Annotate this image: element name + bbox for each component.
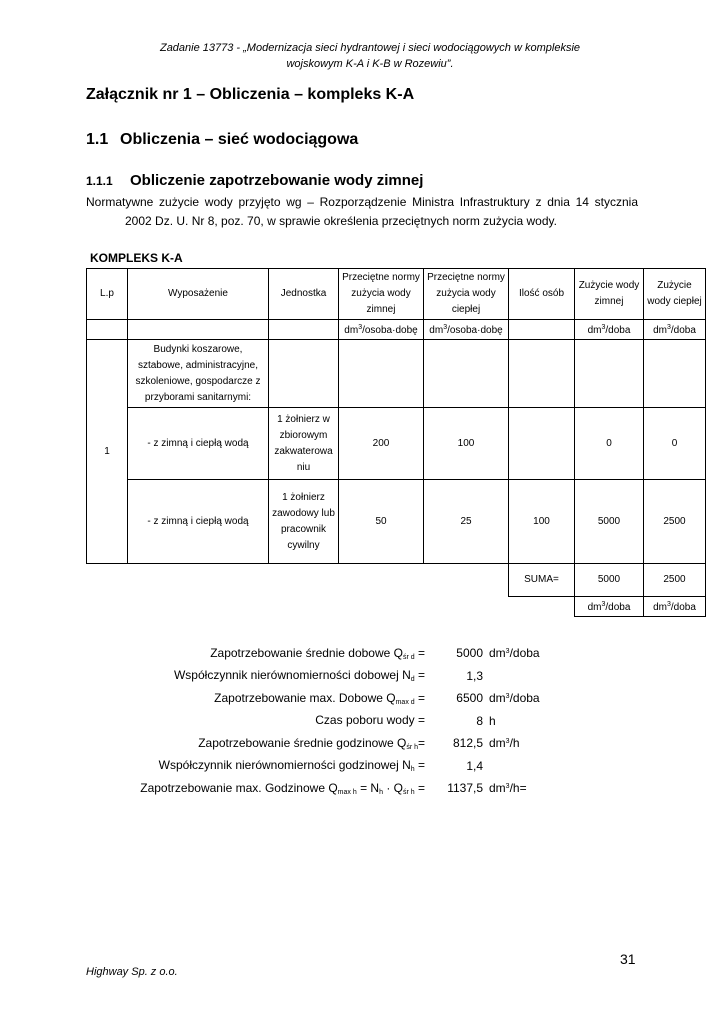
calc-row — [120, 710, 579, 733]
group-title: Budynki koszarowe, sztabowe, administracyjne, szkoleniowe, gospodarcze z przyborami sanitarnymi: — [128, 340, 269, 408]
cell-jednostka: 1 żołnierz w zbiorowym zakwaterowa niu — [269, 408, 339, 480]
calc-value: 1137,5 — [447, 781, 483, 796]
calc-label: Czas poboru wody = — [315, 713, 425, 728]
subsection-heading — [86, 172, 423, 189]
cell-norma-zimna: 50 — [339, 480, 424, 564]
calc-value: 812,5 — [452, 736, 483, 751]
sum-ciepla: 2500 — [644, 564, 706, 597]
calc-unit: $dm^3$/doba — [489, 691, 540, 706]
cell-wyposazenie: - z zimną i ciepłą wodą — [128, 480, 269, 564]
calc-unit: h — [489, 713, 496, 728]
header-lp: L.p — [87, 269, 128, 320]
sum-zimna: 5000 — [575, 564, 644, 597]
cell-zuzycie-ciepla: 2500 — [644, 480, 706, 564]
cell-norma-ciepla: 25 — [424, 480, 509, 564]
subsection-number: 1.1.1 — [86, 174, 113, 188]
sum-row — [87, 564, 706, 597]
section-heading — [86, 131, 358, 149]
units-row — [87, 320, 706, 340]
cell-zuzycie-zimna: 0 — [575, 408, 644, 480]
calc-value: 1,4 — [466, 758, 483, 773]
cell-norma-ciepla: 100 — [424, 408, 509, 480]
footer-company: Highway Sp. z o.o. — [86, 966, 178, 978]
calc-unit: $dm^3/h=$ — [489, 781, 527, 796]
subsection-title: Obliczenie zapotrzebowanie wody zimnej — [130, 172, 424, 189]
cell-wyposazenie: - z zimną i ciepłą wodą — [128, 408, 269, 480]
cell-zuzycie-zimna: 5000 — [575, 480, 644, 564]
calc-label: Zapotrzebowanie max. Godzinowe $Q_{max h} = N_h \cdot Q_{śr h}$ = — [140, 780, 425, 796]
paragraph-line-2: 2002 Dz. U. Nr 8, poz. 70, w sprawie określenia przeciętnych norm zużycia wody. — [125, 214, 557, 228]
calc-label: Zapotrzebowanie średnie godzinowe $Q_{śr h}=$ — [198, 735, 425, 751]
header-ilosc: Ilość osób — [509, 269, 575, 320]
table-row — [87, 340, 706, 408]
calc-unit — [489, 755, 579, 778]
header-zuzycie-zimna: Zużycie wody zimnej — [575, 269, 644, 320]
calc-label: Współczynnik nierównomierności godzinowej $N_h$ = — [158, 758, 425, 774]
calc-row — [120, 755, 579, 778]
unit-norma-ciepla: $dm^3/osoba\cdot dobę$ — [424, 320, 509, 340]
document-header — [70, 40, 670, 72]
calc-row — [120, 777, 579, 800]
sum-unit-ciepla: $dm^3$/doba — [644, 597, 706, 617]
calc-value: 8 — [476, 713, 483, 728]
page-number: 31 — [620, 951, 636, 967]
header-wyposazenie: Wyposażenie — [128, 269, 269, 320]
table-header-row — [87, 269, 706, 320]
calc-row — [120, 642, 579, 665]
table-label: KOMPLEKS K-A — [90, 251, 183, 265]
calc-unit: $dm^3$/doba — [489, 646, 540, 661]
header-line-1: Zadanie 13773 - „Modernizacja sieci hydrantowej i sieci wodociągowych w kompleksie — [159, 42, 581, 54]
calc-label: Zapotrzebowanie max. Dobowe $Q_{max d}$ = — [214, 690, 425, 706]
unit-zuzycie-zimna: $dm^3$/doba — [575, 320, 644, 340]
calc-row — [120, 687, 579, 710]
calc-value: 5000 — [456, 646, 483, 661]
calc-label: Współczynnik nierównomierności dobowej $N_d$ = — [173, 668, 425, 684]
calculations-list — [120, 642, 579, 800]
header-norma-zimna: Przeciętne normy zużycia wody zimnej — [339, 269, 424, 320]
table-row — [87, 408, 706, 480]
consumption-table — [86, 268, 706, 617]
section-title: Obliczenia – sieć wodociągowa — [120, 131, 359, 148]
sum-units-row — [87, 597, 706, 617]
calc-row — [120, 732, 579, 755]
paragraph-line-1: Normatywne zużycie wody przyjęto wg – Rozporządzenie Ministra Infrastruktury z dnia 14 stycznia — [86, 195, 638, 209]
header-norma-ciepla: Przeciętne normy zużycia wody ciepłej — [424, 269, 509, 320]
calc-unit: $dm^3/h$ — [489, 736, 520, 751]
section-number: 1.1 — [86, 131, 109, 148]
header-line-2: wojskowym K-A i K-B w Rozewiu”. — [286, 58, 454, 70]
cell-zuzycie-ciepla: 0 — [644, 408, 706, 480]
cell-norma-zimna: 200 — [339, 408, 424, 480]
header-zuzycie-ciepla: Zużycie wody ciepłej — [644, 269, 706, 320]
calc-unit — [489, 665, 579, 688]
sum-unit-zimna: $dm^3$/doba — [575, 597, 644, 617]
group-lp: 1 — [87, 340, 128, 564]
cell-jednostka: 1 żołnierz zawodowy lub pracownik cywilny — [269, 480, 339, 564]
appendix-title: Załącznik nr 1 – Obliczenia – kompleks K-A — [86, 86, 415, 103]
table-row — [87, 480, 706, 564]
sum-label: SUMA= — [509, 564, 575, 597]
cell-ilosc — [509, 408, 575, 480]
unit-zuzycie-ciepla: $dm^3$/doba — [644, 320, 706, 340]
cell-ilosc: 100 — [509, 480, 575, 564]
unit-norma-zimna: $dm^3/osoba\cdot dobę$ — [339, 320, 424, 340]
calc-label: Zapotrzebowanie średnie dobowe $Q_{śr d}$ = — [210, 645, 425, 661]
calc-value: 6500 — [456, 691, 483, 706]
calc-row — [120, 665, 579, 688]
header-jednostka: Jednostka — [269, 269, 339, 320]
calc-value: 1,3 — [466, 668, 483, 683]
